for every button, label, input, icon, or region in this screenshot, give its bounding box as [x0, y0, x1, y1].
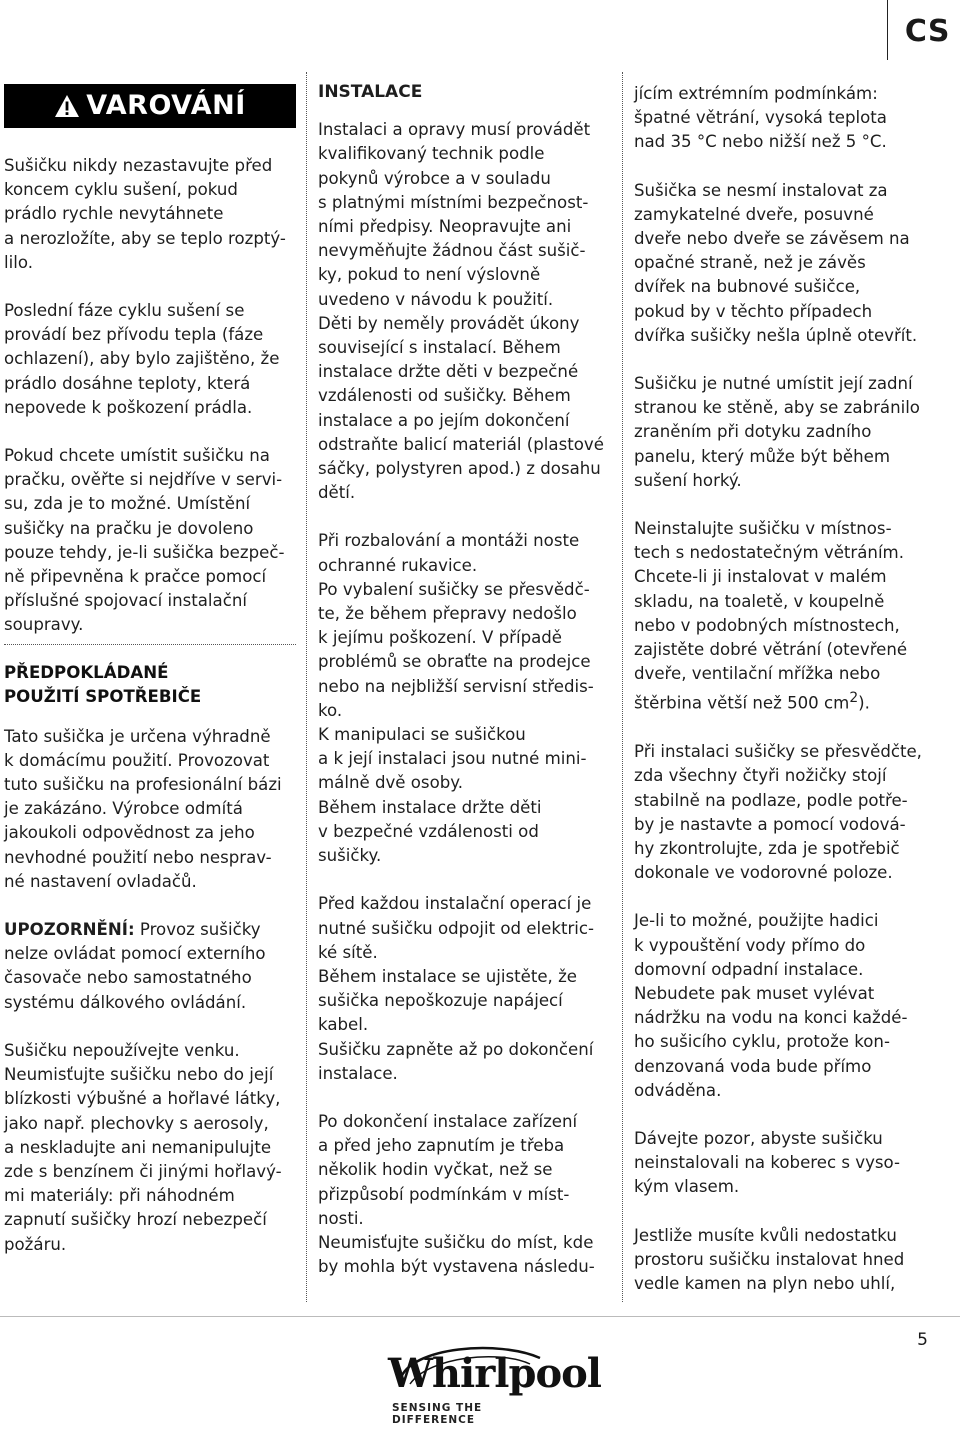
installation-paragraph: jícím extrémním podmínkám: špatné větrání, vysoká teplota nad 35 °C nebo nižší než 5 °C.	[634, 84, 887, 152]
installation-paragraph: Sušička se nesmí instalovat za zamykatelné dveře, posuvné dveře nebo dveře se závěsem na opačné straně, než je závěs dvířek na bubnové sušičce, pokud by v těchto případech dvířka sušičky nešla úplně otevřít.	[634, 180, 918, 345]
intended-use-heading: PŘEDPOKLÁDANÉ POUŽITÍ SPOTŘEBIČE	[4, 662, 202, 706]
language-code: CS	[904, 14, 950, 49]
installation-paragraph: Je-li to možné, použijte hadici k vypouštění vody přímo do domovní odpadní instalace. Nebudete pak muset vylévat nádržku na vodu na konci každé- ho sušicího cyklu, protože kon- denzovaná voda bude přímo odváděna.	[634, 911, 908, 1100]
outdoor-use-paragraph: Sušičku nepoužívejte venku. Neumisťujte sušičku nebo do její blízkosti výbušné a hořlavé látky, jako např. plechovky s aerosoly, a neskladujte ani nemanipulujte zde s benzínem či jinými hořlavý- mi materiály: při náhodném zapnutí sušičky hrozí nebezpečí požáru.	[4, 1040, 282, 1254]
warning-title: VAROVÁNÍ	[86, 89, 246, 121]
installation-paragraph	[634, 517, 934, 716]
installation-paragraph: Sušičku je nutné umístit její zadní stranou ke stěně, aby se zabránilo zraněním při dotyku zadního panelu, který může být během sušení horký.	[634, 374, 920, 490]
installation-paragraph: Instalaci a opravy musí provádět kvalifikovaný technik podle pokynů výrobce a v souladu s platnými místními bezpečnost- ními předpisy. Neopravujte ani nevyměňujte žádnou část sušič- ky, pokud to není výslovně uvedeno v návodu k použití. Děti by neměly provádět úkony související s instalací. Během instalace držte děti v bezpečné vzdálenosti od sušičky. Během instalace a po jejím dokončení odstraňte balicí materiál (plastové sáčky, polystyren apod.) z dosahu dětí.	[318, 120, 604, 503]
installation-paragraph: Jestliže musíte kvůli nedostatku prostoru sušičku instalovat hned vedle kamen na plyn nebo uhlí,	[634, 1225, 905, 1294]
column-right	[634, 82, 934, 1296]
brand-tagline: SENSING THE DIFFERENCE	[392, 1402, 483, 1426]
notice-label: UPOZORNĚNÍ:	[4, 920, 135, 940]
warning-triangle-icon	[54, 94, 80, 118]
section-divider	[4, 644, 296, 645]
warning-header	[4, 84, 296, 128]
column-left	[4, 78, 296, 1257]
installation-paragraph: Dávejte pozor, abyste sušičku neinstalovali na koberec s vyso- kým vlasem.	[634, 1129, 901, 1197]
installation-paragraph: Při rozbalování a montáži noste ochranné rukavice. Po vybalení sušičky se přesvědč- te, že během přepravy nedošlo k jejímu poškození. V případě problémů se obraťte na prodejce nebo na nejbližší servisní středis- ko. K manipulaci se sušičkou a k její instalaci jsou nutné mini- málně dvě osoby. Během instalace držte děti v bezpečné vzdálenosti od sušičky.	[318, 531, 594, 866]
warning-paragraph: Sušičku nikdy nezastavujte před koncem cyklu sušení, pokud prádlo rychle nevytáhnete a nerozložíte, aby se teplo rozptý- lilo.	[4, 156, 286, 272]
footer-rule	[0, 1316, 960, 1317]
warning-paragraph: Poslední fáze cyklu sušení se provádí bez přívodu tepla (fáze ochlazení), aby bylo zajištěno, že prádlo dosáhne teploty, která nepovede k poškození prádla.	[4, 301, 280, 417]
column-divider	[306, 72, 307, 1302]
column-divider	[622, 72, 623, 1302]
notice-text: Provoz sušičky nelze ovládat pomocí externího časovače nebo samostatného systému dálkového ovládání.	[4, 920, 266, 1012]
column-middle	[318, 80, 610, 1279]
installation-paragraph: Po dokončení instalace zařízení a před jeho zapnutím je třeba několik hodin vyčkat, než se přizpůsobí podmínkám v míst- nosti. Neumisťujte sušičku do míst, kde by mohla být vystavena následu-	[318, 1111, 595, 1277]
whirlpool-logo	[380, 1340, 601, 1426]
warning-paragraph: Pokud chcete umístit sušičku na pračku, ověřte si nejdříve v servi- su, zda je to možné. Umístění sušičky na pračku je dovoleno pouze tehdy, je-li sušička bezpeč- ně připevněna k pračce pomocí příslušné spojovací instalační soupravy.	[4, 446, 285, 635]
installation-heading: INSTALACE	[318, 82, 423, 102]
intended-use-paragraph: Tato sušička je určena výhradně k domácímu použití. Provozovat tuto sušičku na profesionální bázi je zakázáno. Výrobce odmítá jakoukoli odpovědnost za jeho nevhodné použití nebo nesprav- né nastavení ovladačů.	[4, 726, 282, 891]
superscript: 2	[849, 690, 859, 707]
brand-name: Whirlpool	[388, 1350, 601, 1397]
language-tab	[887, 0, 960, 60]
page-number: 5	[917, 1330, 928, 1350]
installation-paragraph: Před každou instalační operací je nutné sušičku odpojit od elektric- ké sítě. Během instalace se ujistěte, že sušička nepoškozuje napájecí kabel. Sušičku zapněte až po dokončení instalace.	[318, 894, 594, 1083]
installation-paragraph: Při instalaci sušičky se přesvědčte, zda všechny čtyři nožičky stojí stabilně na podlaze, podle potře- by je nastavte a pomocí vodová- hy zkontrolujte, zda je spotřebič dokonale ve vodorovné poloze.	[634, 742, 922, 883]
ventilation-text: Neinstalujte sušičku v místnos- tech s nedostatečným větráním. Chcete-li ji instalovat v malém skladu, na toaletě, v koupelně nebo v podobných místnostech, zajistěte dobré větrání (otevřené dveře, ventilační mřížka nebo štěrbina větší než 500 cm	[634, 519, 908, 713]
notice-paragraph	[4, 918, 296, 1015]
ventilation-text-end: ).	[858, 694, 870, 713]
